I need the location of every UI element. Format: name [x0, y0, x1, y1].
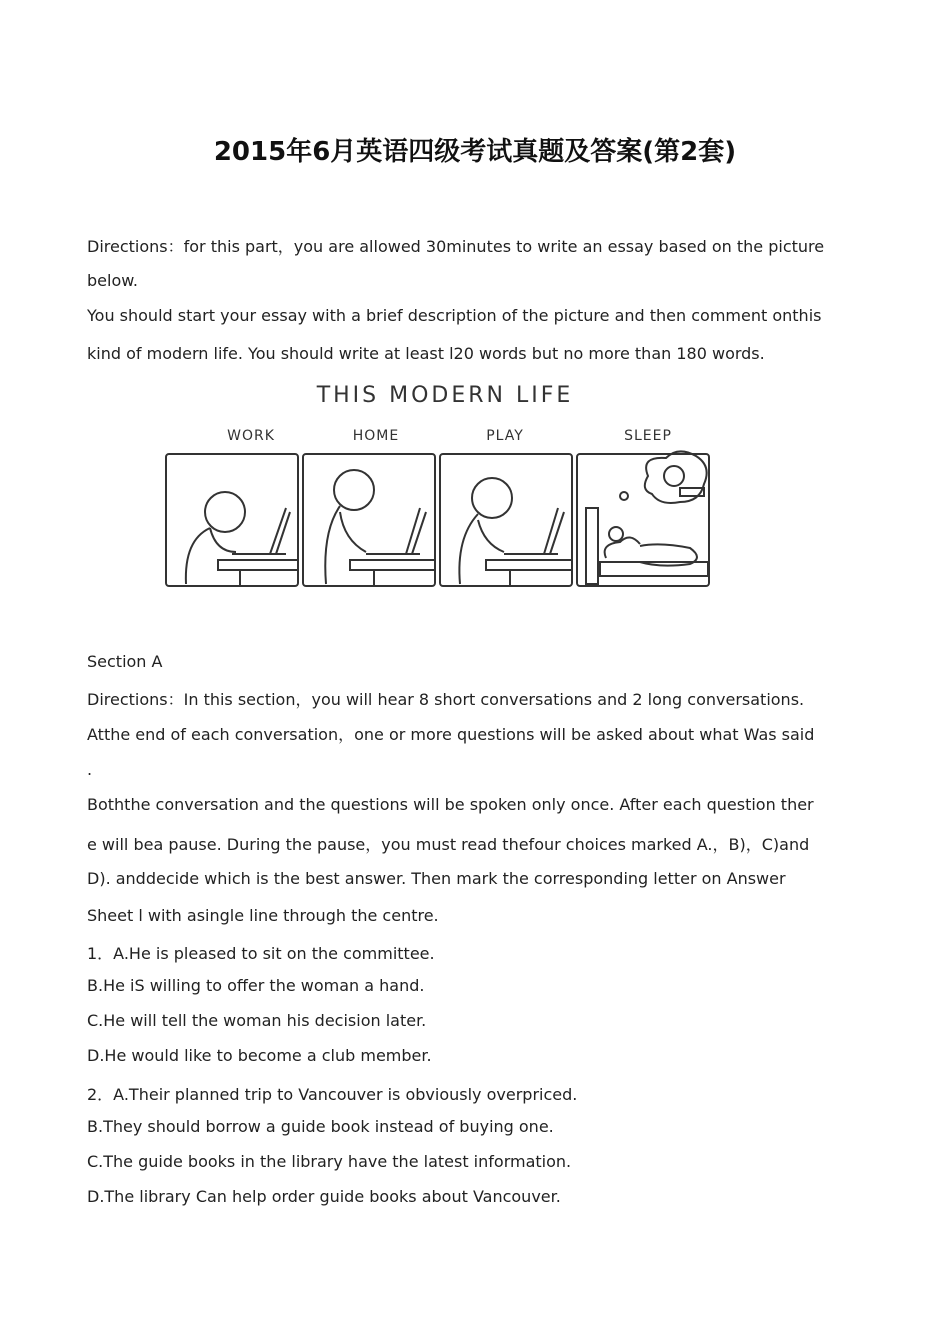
question-2-option-b: B.They should borrow a guide book instead of buying one.: [87, 1117, 554, 1136]
question-2-option-d: D.The library Can help order guide books about Vancouver.: [87, 1187, 561, 1206]
question-2-option-a: 2．A.Their planned trip to Vancouver is obviously overpriced.: [87, 1085, 578, 1104]
writing-directions-line-2: below.: [87, 271, 138, 290]
question-1-option-c: C.He will tell the woman his decision later.: [87, 1011, 427, 1030]
listening-directions-line-2: Atthe end of each conversation，one or more questions will be asked about what Was said: [87, 725, 815, 744]
listening-directions-line-4: Boththe conversation and the questions will be spoken only once. After each question ther: [87, 795, 814, 814]
section-heading: Section A: [87, 652, 163, 671]
listening-directions-line-5: e will bea pause. During the pause，you must read thefour choices marked A.，B)，C)and: [87, 835, 810, 854]
writing-instructions-line-1: You should start your essay with a brief description of the picture and then comment onthis: [87, 306, 822, 325]
comic-panel-sleep: [577, 451, 709, 586]
listening-directions-line-3: .: [87, 760, 93, 779]
question-1-option-b: B.He iS willing to offer the woman a hand.: [87, 976, 425, 995]
listening-directions-line-7: Sheet l with asingle line through the centre.: [87, 906, 439, 925]
listening-directions-line-1: Directions：In this section，you will hear 8 short conversations and 2 long conversations.: [87, 690, 805, 709]
comic-panel-home: [303, 454, 435, 586]
question-2-option-c: C.The guide books in the library have the latest information.: [87, 1152, 572, 1171]
listening-directions-line-6: D). anddecide which is the best answer. Then mark the corresponding letter on Answer: [87, 869, 786, 888]
modern-life-comic: [100, 372, 710, 592]
comic-panel-work: [166, 454, 298, 586]
comic-label-home: HOME: [352, 428, 400, 444]
page-title: 2015年6月英语四级考试真题及答案(第2套): [213, 137, 737, 167]
comic-panel-play: [440, 454, 572, 586]
question-1-option-a: 1．A.He is pleased to sit on the committee.: [87, 944, 435, 963]
comic-heading: THIS MODERN LIFE: [316, 383, 574, 408]
question-1-option-d: D.He would like to become a club member.: [87, 1046, 432, 1065]
writing-directions-line-1: Directions：for this part，you are allowed 30minutes to write an essay based on the picture: [87, 237, 825, 256]
comic-label-sleep: SLEEP: [624, 428, 672, 444]
comic-label-play: PLAY: [486, 428, 524, 444]
writing-instructions-line-2: kind of modern life. You should write at least l20 words but no more than 180 words.: [87, 344, 765, 363]
comic-label-work: WORK: [227, 428, 275, 444]
